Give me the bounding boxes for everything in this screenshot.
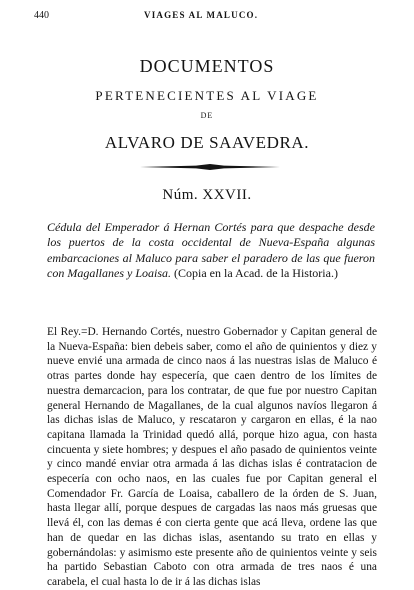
heading-documentos: DOCUMENTOS <box>139 56 275 76</box>
document-number: Núm. XXVII. <box>162 187 252 203</box>
body-text: El Rey.=D. Hernando Cortés, nuestro Gobernador y Capitan general de la Nueva-España: bien debeis saber, como el año de quinientos y diez y nueve envié una armada de cinco naos á las nuestras islas de Maluco é otras partes donde hay especería, que caen dentro de los límites de nuestra demarcacion, para los contratar, de que fue por nuestro Capitan general Hernando de Magallanes, de la cual algunos navíos llegaron á las dichas islas de Maluco, y rescataron y cargaron en ellas, é la nao capitana llamada la Trinidad quedó allá, porque hizo agua, con hasta cincuenta y siete hombres; y despues el año pasado de quinientos veinte y cinco mandé enviar otra armada á las dichas islas é contratacion de especería con ocho naos, en las cuales fue por Capitan general el Comendador Fr. García de Loaisa, caballero de la órden de S. Juan, hasta llegar allí, porque despues de cargadas las naos más gruesas que llevá él, con las demas é con cierta gente que acá lleva, ordene las que han de quedar en las dichas islas, asentando su trato en ellas y gobernándolas: y asimismo este presente año de quinientos veinte y seis ha partido Sebastian Caboto con otra armada de tres naos é una carabela, el cual hasta lo de ir á las dichas islas <box>47 326 377 588</box>
heading-pertenecientes: PERTENECIENTES AL VIAGE <box>95 88 319 103</box>
page-number: 440 <box>34 10 49 21</box>
running-title: VIAGES AL MALUCO. <box>144 10 259 20</box>
heading-alvaro-de-saavedra: ALVARO DE SAAVEDRA. <box>104 133 310 152</box>
heading-de: DE <box>200 111 214 120</box>
ornamental-rule <box>140 163 280 171</box>
cedula-italic-text: Cédula del Emperador á Hernan Cortés para que despache desde los puertos de la costa occidental de Nueva-España algunas embarcaciones al Maluco para saber el paradero de las que fueron con Magallanes y Loaisa. <box>47 220 375 281</box>
cedula-source-note: (Copia en la Acad. de la Historia.) <box>171 266 338 281</box>
cedula-summary <box>47 220 375 282</box>
running-head <box>34 10 380 24</box>
